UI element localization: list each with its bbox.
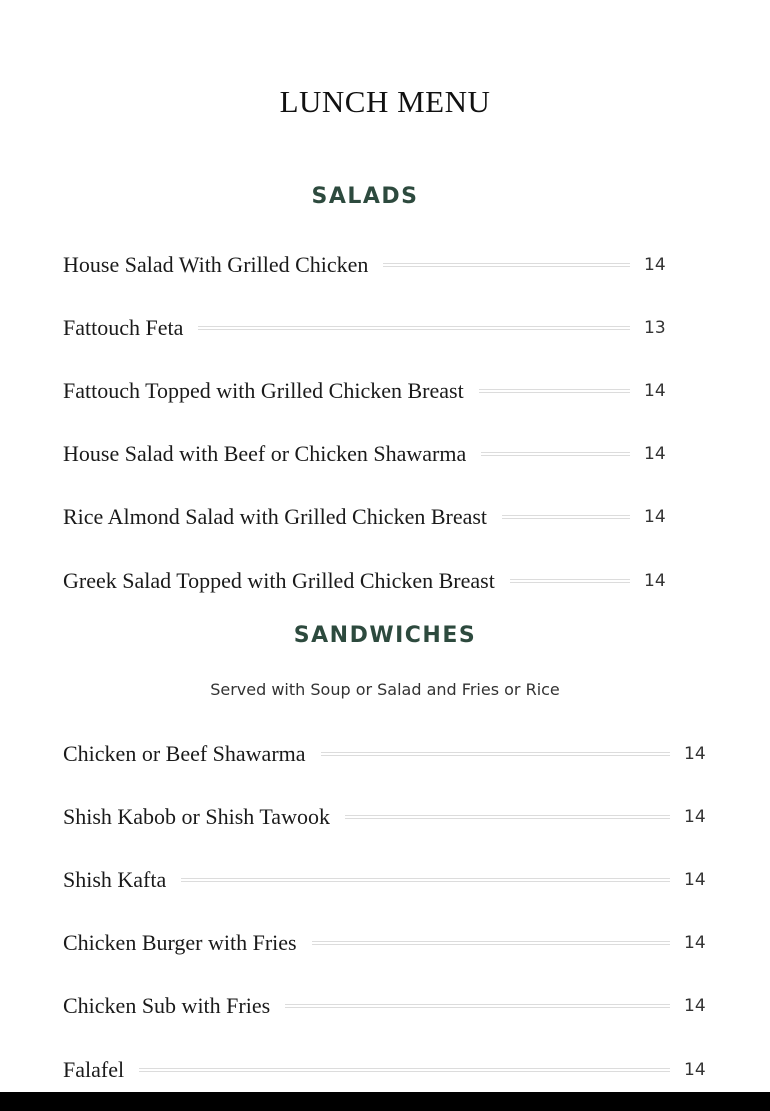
item-name: Chicken Sub with Fries — [63, 993, 271, 1019]
item-price: 14 — [684, 743, 706, 764]
item-price: 14 — [684, 933, 706, 954]
item-price: 14 — [644, 570, 666, 591]
dotted-leader — [479, 389, 630, 393]
menu-item — [63, 233, 668, 296]
dotted-leader — [181, 878, 670, 882]
item-price: 14 — [684, 1059, 706, 1080]
sandwiches-list — [63, 722, 708, 1101]
menu-item — [63, 296, 668, 359]
sandwiches-heading: SANDWICHES — [293, 623, 477, 648]
item-name: Fattouch Feta — [63, 314, 184, 340]
menu-item — [63, 912, 708, 975]
item-price: 14 — [644, 444, 666, 465]
menu-item — [63, 549, 668, 612]
item-name: House Salad with Beef or Chicken Shawarma — [63, 441, 467, 467]
dotted-leader — [502, 515, 630, 519]
menu-item — [63, 486, 668, 549]
menu-item — [63, 848, 708, 911]
dotted-leader — [139, 1068, 670, 1072]
salads-list — [63, 233, 668, 612]
dotted-leader — [345, 815, 670, 819]
item-name: Rice Almond Salad with Grilled Chicken Breast — [63, 504, 488, 530]
dotted-leader — [510, 579, 630, 583]
menu-item — [63, 785, 708, 848]
item-price: 14 — [684, 869, 706, 890]
item-price: 14 — [644, 254, 666, 275]
dotted-leader — [285, 1004, 670, 1008]
item-price: 14 — [684, 806, 706, 827]
item-price: 14 — [644, 380, 666, 401]
menu-item — [63, 359, 668, 422]
item-price: 14 — [684, 996, 706, 1017]
item-name: Chicken Burger with Fries — [63, 930, 297, 956]
page-title: LUNCH MENU — [279, 84, 491, 119]
menu-item — [63, 722, 708, 785]
menu-item — [63, 975, 708, 1038]
dotted-leader — [312, 941, 670, 945]
item-name: Shish Kabob or Shish Tawook — [63, 803, 330, 829]
dotted-leader — [383, 263, 630, 267]
item-name: Fattouch Topped with Grilled Chicken Breast — [63, 377, 464, 403]
item-name: Shish Kafta — [63, 866, 167, 892]
item-price: 14 — [644, 507, 666, 528]
item-name: Chicken or Beef Shawarma — [63, 740, 306, 766]
dotted-leader — [321, 752, 670, 756]
item-name: House Salad With Grilled Chicken — [63, 251, 369, 277]
item-price: 13 — [644, 317, 666, 338]
dotted-leader — [198, 326, 630, 330]
item-name: Greek Salad Topped with Grilled Chicken Breast — [63, 567, 495, 593]
item-name: Falafel — [63, 1056, 125, 1082]
salads-heading: SALADS — [311, 184, 419, 209]
dotted-leader — [481, 452, 630, 456]
menu-item — [63, 423, 668, 486]
sandwiches-note: Served with Soup or Salad and Fries or Rice — [210, 680, 560, 699]
bottom-bar — [0, 1092, 770, 1111]
